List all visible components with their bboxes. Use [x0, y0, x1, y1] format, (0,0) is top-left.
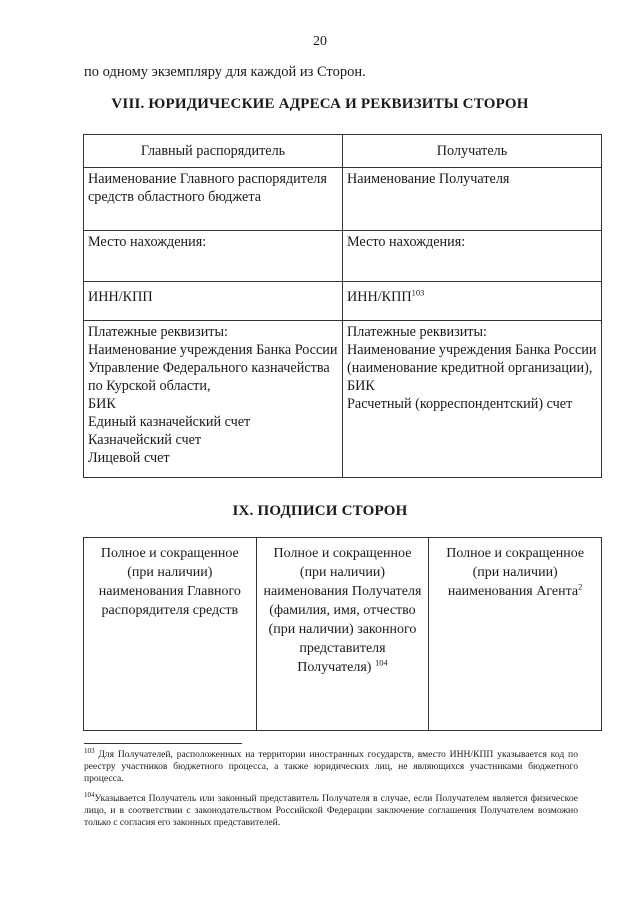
header-recipient: Получатель [343, 135, 602, 168]
left-pay-line: Управление Федерального казначейства по Курской области, [88, 360, 330, 394]
footnote-ref-103: 103 [411, 287, 425, 298]
signature-agent-text: Полное и сокращенное (при наличии) наименования Агента [446, 546, 585, 599]
section-9-title: IX. ПОДПИСИ СТОРОН [232, 503, 408, 519]
left-pay-line: Единый казначейский счет [88, 414, 251, 430]
footnote-mark: 103 [84, 746, 95, 755]
table-row [84, 321, 602, 478]
right-place-cell: Место нахождения: [343, 231, 602, 282]
left-pay-line: Казначейский счет [88, 432, 202, 448]
right-pay-line: Расчетный (корреспондентский) счет [347, 396, 573, 412]
header-chief-administrator: Главный распорядитель [84, 135, 343, 168]
left-pay-line: БИК [88, 396, 116, 412]
section-8-title: VIII. ЮРИДИЧЕСКИЕ АДРЕСА И РЕКВИЗИТЫ СТОРОН [111, 96, 529, 112]
intro-text: по одному экземпляру для каждой из Сторон. [84, 64, 366, 80]
left-name-cell: Наименование Главного распорядителя средств областного бюджета [84, 168, 343, 231]
right-pay-line: Наименование учреждения Банка России (наименование кредитной организации), [347, 342, 597, 376]
right-pay-line: БИК [347, 378, 375, 394]
table-row [84, 231, 602, 282]
requisites-table [83, 134, 602, 478]
left-inn-cell: ИНН/КПП [84, 282, 343, 321]
table-row [84, 282, 602, 321]
left-place-cell: Место нахождения: [84, 231, 343, 282]
signature-chief-administrator-cell: Полное и сокращенное (при наличии) наименования Главного распорядителя средств [84, 538, 257, 731]
footnote-ref-2: 2 [578, 581, 583, 592]
footnote-104 [84, 790, 578, 829]
left-payment-cell [84, 321, 343, 478]
footnote-ref-104: 104 [374, 657, 388, 668]
signature-recipient-text: Полное и сокращенное (при наличии) наименования Получателя (фамилия, имя, отчество (при наличии) законного представителя Получателя) [263, 546, 422, 675]
table-header-row [84, 135, 602, 168]
right-payment-cell [343, 321, 602, 478]
left-pay-line: Наименование учреждения Банка России [88, 342, 338, 358]
footnote-mark: 104 [84, 790, 95, 799]
right-pay-line: Платежные реквизиты: [347, 324, 487, 340]
footnote-separator [84, 743, 242, 744]
footnote-text: Указывается Получатель или законный представитель Получателя в случае, если Получателем является физическое лицо, и в соответствии с законодательством Российской Федерации заключение соглашения Получателем возможно только с согласия его законных представителей. [84, 793, 578, 828]
right-name-cell: Наименование Получателя [343, 168, 602, 231]
signature-recipient-cell [256, 538, 429, 731]
table-row [84, 538, 602, 731]
footnote-text: Для Получателей, расположенных на территории иностранных государств, вместо ИНН/КПП указывается код по реестру участников бюджетного процесса, а также юридических лиц, не являющихся участниками бюджетного процесса. [84, 749, 578, 784]
left-pay-line: Платежные реквизиты: [88, 324, 228, 340]
signatures-table [83, 537, 602, 731]
signature-agent-cell [429, 538, 602, 731]
table-row [84, 168, 602, 231]
right-inn-cell [343, 282, 602, 321]
left-pay-line: Лицевой счет [88, 450, 170, 466]
footnote-103 [84, 746, 578, 785]
right-inn-label: ИНН/КПП [347, 289, 412, 305]
page-number: 20 [313, 34, 327, 49]
